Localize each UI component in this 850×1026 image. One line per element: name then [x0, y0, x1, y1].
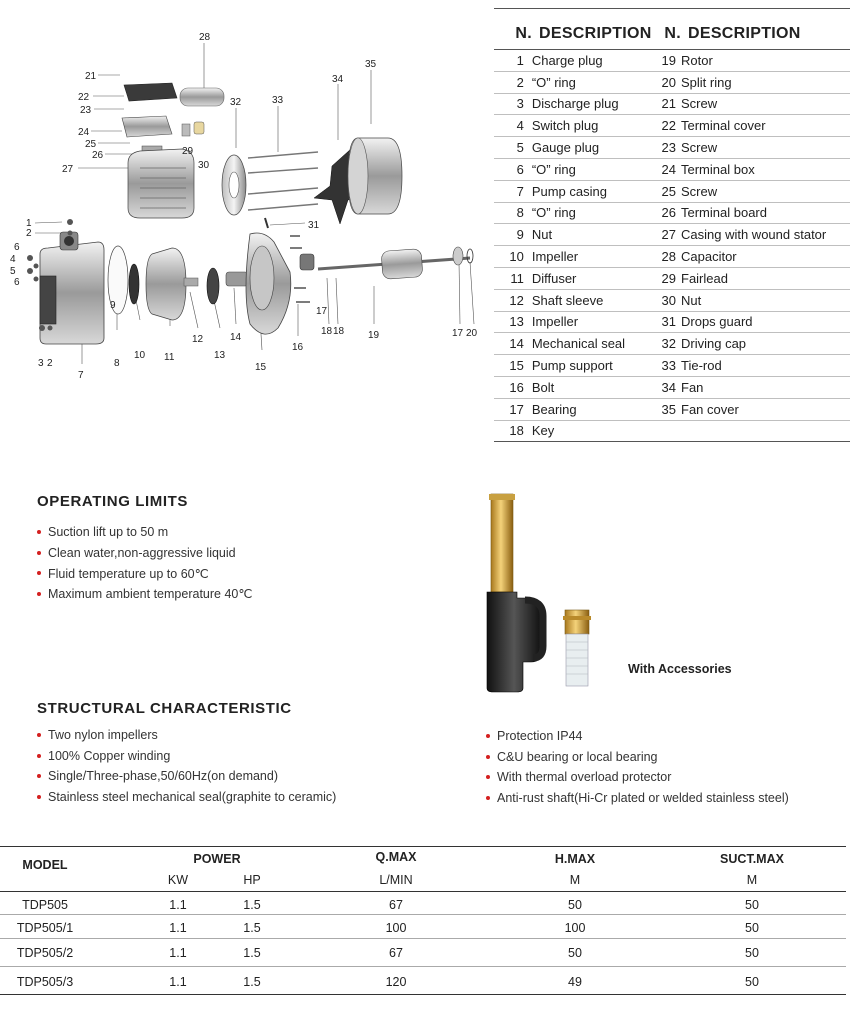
part-description: Pump support — [531, 358, 613, 374]
header-n2: N. — [664, 25, 681, 42]
part-number: 13 — [509, 314, 524, 330]
part-description: Drops guard — [681, 314, 753, 330]
spec-row-rule — [0, 938, 846, 939]
part-description: Key — [531, 423, 555, 439]
diagram-label-12: 12 — [192, 334, 204, 345]
part-description: Impeller — [531, 249, 579, 265]
pump-assembly — [27, 219, 473, 344]
diagram-label-24: 24 — [78, 127, 90, 138]
spec-cell-suctmax: 50 — [745, 921, 759, 935]
bullet-item: Maximum ambient temperature 40℃ — [37, 584, 252, 605]
parts-table-row — [494, 268, 850, 290]
diagram-label-9: 9 — [110, 300, 116, 311]
bullet-item: 100% Copper winding — [37, 746, 336, 767]
part-description: Gauge plug — [531, 140, 600, 156]
spec-cell-qmax: 120 — [385, 975, 407, 989]
part-description: Capacitor — [681, 249, 737, 265]
spec-header-hmax: H.MAX — [554, 852, 596, 866]
part-description: Nut — [531, 227, 553, 243]
part-number: 11 — [510, 270, 524, 286]
diagram-label-21: 21 — [85, 71, 97, 82]
diagram-label-17a: 17 — [316, 306, 328, 317]
parts-table-row — [494, 290, 850, 312]
bullet-item: Single/Three-phase,50/60Hz(on demand) — [37, 766, 336, 787]
diagram-label-8: 8 — [114, 358, 120, 369]
structural-title: STRUCTURAL CHARACTERISTIC — [37, 700, 292, 717]
part-number: 12 — [509, 292, 524, 308]
spec-cell-model: TDP505/2 — [16, 946, 74, 960]
bullet-item: Two nylon impellers — [37, 725, 336, 746]
accessories-image — [475, 490, 605, 695]
diagram-label-28: 28 — [199, 32, 211, 43]
spec-header-model: MODEL — [22, 858, 68, 872]
diagram-label-11: 11 — [164, 352, 175, 363]
spec-cell-hmax: 100 — [564, 921, 586, 935]
parts-table — [494, 8, 850, 442]
diagram-label-2b: 2 — [47, 358, 53, 369]
diagram-label-6a: 6 — [14, 242, 20, 253]
part-description: Impeller — [531, 314, 579, 330]
diagram-label-2: 2 — [26, 228, 32, 239]
part-description: Tie-rod — [681, 358, 722, 374]
motor-assembly — [122, 83, 402, 228]
part-number: 10 — [509, 249, 524, 265]
spec-cell-kw: 1.1 — [169, 946, 187, 960]
spec-cell-suctmax: 50 — [745, 946, 759, 960]
spec-cell-qmax: 67 — [389, 946, 403, 960]
diagram-label-26: 26 — [92, 150, 104, 161]
spec-cell-hp: 1.5 — [243, 946, 261, 960]
part-description: Fan — [681, 379, 704, 395]
part-number: 28 — [661, 249, 676, 265]
diagram-label-14: 14 — [230, 332, 242, 343]
part-number: 6 — [516, 161, 524, 177]
diagram-label-16: 16 — [292, 342, 304, 353]
part-description: Terminal box — [681, 161, 755, 177]
part-description: Casing with wound stator — [681, 227, 827, 243]
diagram-label-22: 22 — [78, 92, 90, 103]
part-number: 3 — [516, 96, 524, 112]
part-number: 21 — [661, 96, 676, 112]
part-description: Split ring — [681, 74, 732, 90]
parts-table-row — [494, 50, 850, 72]
structural-left-list — [37, 725, 336, 807]
spec-header-kw: KW — [167, 873, 189, 887]
diagram-label-23: 23 — [80, 105, 92, 116]
part-number: 4 — [516, 118, 524, 134]
part-number: 30 — [661, 292, 676, 308]
diagram-label-15: 15 — [255, 362, 267, 373]
spec-header-hp: HP — [243, 873, 261, 887]
part-description: Fan cover — [681, 401, 739, 417]
part-number: 16 — [509, 379, 524, 395]
header-desc2: DESCRIPTION — [688, 25, 801, 42]
spec-cell-qmax: 100 — [385, 921, 407, 935]
accessories-label: With Accessories — [628, 662, 732, 676]
parts-table-row — [494, 355, 850, 377]
part-number: 24 — [661, 161, 676, 177]
parts-table-row — [494, 312, 850, 334]
parts-table-row — [494, 399, 850, 421]
header-desc1: DESCRIPTION — [539, 25, 652, 42]
part-description: Diffuser — [531, 270, 577, 286]
part-number: 7 — [516, 183, 524, 199]
part-description: Fairlead — [681, 270, 728, 286]
bullet-item: C&U bearing or local bearing — [486, 747, 789, 768]
parts-table-row — [494, 333, 850, 355]
part-description: “O” ring — [531, 161, 576, 177]
diagram-label-30: 30 — [198, 160, 210, 171]
spec-cell-suctmax: 50 — [745, 898, 759, 912]
diagram-label-17b: 17 — [452, 328, 464, 339]
spec-cell-hp: 1.5 — [243, 921, 261, 935]
spec-header-qmax: Q.MAX — [375, 850, 417, 864]
part-number: 14 — [509, 336, 524, 352]
part-number: 1 — [516, 52, 524, 68]
diagram-label-31: 31 — [308, 220, 320, 231]
parts-table-row — [494, 203, 850, 225]
spec-header-power: POWER — [193, 852, 241, 866]
spec-cell-kw: 1.1 — [169, 898, 187, 912]
part-description: Discharge plug — [531, 96, 619, 112]
part-number: 34 — [661, 379, 676, 395]
bullet-item: Stainless steel mechanical seal(graphite to ceramic) — [37, 787, 336, 808]
spec-cell-hp: 1.5 — [243, 975, 261, 989]
bullet-item: Anti-rust shaft(Hi-Cr plated or welded stainless steel) — [486, 788, 789, 809]
parts-table-row — [494, 115, 850, 137]
part-number: 20 — [661, 74, 676, 90]
spec-cell-model: TDP505/1 — [16, 921, 74, 935]
parts-table-row — [494, 159, 850, 181]
parts-table-row — [494, 246, 850, 268]
spec-header-qunit: L/MIN — [379, 873, 413, 887]
part-number: 27 — [661, 227, 676, 243]
spec-header-sunit: M — [746, 873, 758, 887]
operating-limits-list — [37, 522, 252, 604]
part-number: 25 — [661, 183, 676, 199]
part-number: 5 — [516, 140, 524, 156]
parts-table-row — [494, 137, 850, 159]
parts-table-header — [494, 9, 850, 50]
spec-cell-hp: 1.5 — [243, 898, 261, 912]
part-description: Screw — [681, 140, 718, 156]
spec-cell-suctmax: 50 — [745, 975, 759, 989]
diagram-label-29: 29 — [182, 146, 194, 157]
part-number: 15 — [509, 358, 524, 374]
diagram-label-32: 32 — [230, 97, 242, 108]
diagram-label-34: 34 — [332, 74, 344, 85]
part-description: Terminal board — [681, 205, 767, 221]
diagram-label-5: 5 — [10, 266, 16, 277]
part-description: Screw — [681, 96, 718, 112]
bullet-item: Fluid temperature up to 60℃ — [37, 563, 252, 584]
part-number: 29 — [661, 270, 676, 286]
diagram-label-25: 25 — [85, 139, 97, 150]
part-number: 23 — [661, 140, 676, 156]
spec-cell-hmax: 50 — [568, 946, 582, 960]
part-description: Screw — [681, 183, 718, 199]
part-description: Rotor — [681, 52, 713, 68]
part-number: 2 — [516, 74, 524, 90]
part-description: Terminal cover — [681, 118, 766, 134]
part-number: 17 — [509, 401, 524, 417]
header-n1: N. — [515, 25, 532, 42]
part-description: Switch plug — [531, 118, 599, 134]
part-description: “O” ring — [531, 205, 576, 221]
bullet-item: Protection IP44 — [486, 726, 789, 747]
spec-cell-qmax: 67 — [389, 898, 403, 912]
part-number: 8 — [516, 205, 524, 221]
spec-cell-kw: 1.1 — [169, 921, 187, 935]
part-number: 26 — [661, 205, 676, 221]
part-number: 33 — [661, 358, 676, 374]
part-description: Pump casing — [531, 183, 607, 199]
part-description: “O” ring — [531, 74, 576, 90]
spec-cell-model: TDP505 — [22, 898, 68, 912]
part-description: Mechanical seal — [531, 336, 626, 352]
part-description: Nut — [681, 292, 702, 308]
parts-table-row — [494, 94, 850, 116]
part-number: 9 — [516, 227, 524, 243]
spec-row-rule — [0, 994, 846, 995]
part-description: Driving cap — [681, 336, 747, 352]
parts-table-row — [494, 421, 850, 443]
diagram-label-1: 1 — [26, 218, 32, 229]
part-number: 35 — [661, 401, 676, 417]
spec-cell-kw: 1.1 — [169, 975, 187, 989]
bullet-item: Suction lift up to 50 m — [37, 522, 252, 543]
diagram-label-18a: 18 — [321, 326, 333, 337]
part-number: 18 — [509, 423, 524, 439]
part-number: 22 — [661, 118, 676, 134]
spec-cell-hmax: 49 — [568, 975, 582, 989]
diagram-label-18b: 18 — [333, 326, 345, 337]
diagram-label-6b: 6 — [14, 277, 20, 288]
parts-table-row — [494, 181, 850, 203]
spec-header-rule — [0, 891, 846, 892]
diagram-label-33: 33 — [272, 95, 284, 106]
spec-cell-model: TDP505/3 — [16, 975, 74, 989]
spec-header-suct: SUCT.MAX — [720, 852, 784, 866]
parts-table-row — [494, 72, 850, 94]
diagram-label-20: 20 — [466, 328, 478, 339]
diagram-label-27: 27 — [62, 164, 74, 175]
spec-row-rule — [0, 914, 846, 915]
spec-row-rule — [0, 966, 846, 967]
part-number: 19 — [661, 52, 676, 68]
bullet-item: Clean water,non-aggressive liquid — [37, 543, 252, 564]
parts-table-body — [494, 50, 850, 442]
part-description: Charge plug — [531, 52, 603, 68]
diagram-label-4: 4 — [10, 254, 16, 265]
part-number: 31 — [661, 314, 676, 330]
diagram-label-35: 35 — [365, 59, 377, 70]
spec-header-hunit: M — [569, 873, 581, 887]
spec-cell-hmax: 50 — [568, 898, 582, 912]
structural-right-list — [486, 726, 789, 808]
operating-limits-title: OPERATING LIMITS — [37, 493, 188, 510]
spec-top-rule — [0, 846, 846, 847]
diagram-label-3: 3 — [38, 358, 44, 369]
diagram-label-7: 7 — [78, 370, 84, 381]
part-description: Bearing — [531, 401, 577, 417]
exploded-pump-diagram — [0, 28, 490, 388]
parts-table-row — [494, 377, 850, 399]
part-description: Bolt — [531, 379, 555, 395]
parts-table-row — [494, 224, 850, 246]
diagram-label-10: 10 — [134, 350, 146, 361]
part-number: 32 — [661, 336, 676, 352]
diagram-label-13: 13 — [214, 350, 226, 361]
diagram-label-19: 19 — [368, 330, 380, 341]
part-description: Shaft sleeve — [531, 292, 604, 308]
bullet-item: With thermal overload protector — [486, 767, 789, 788]
